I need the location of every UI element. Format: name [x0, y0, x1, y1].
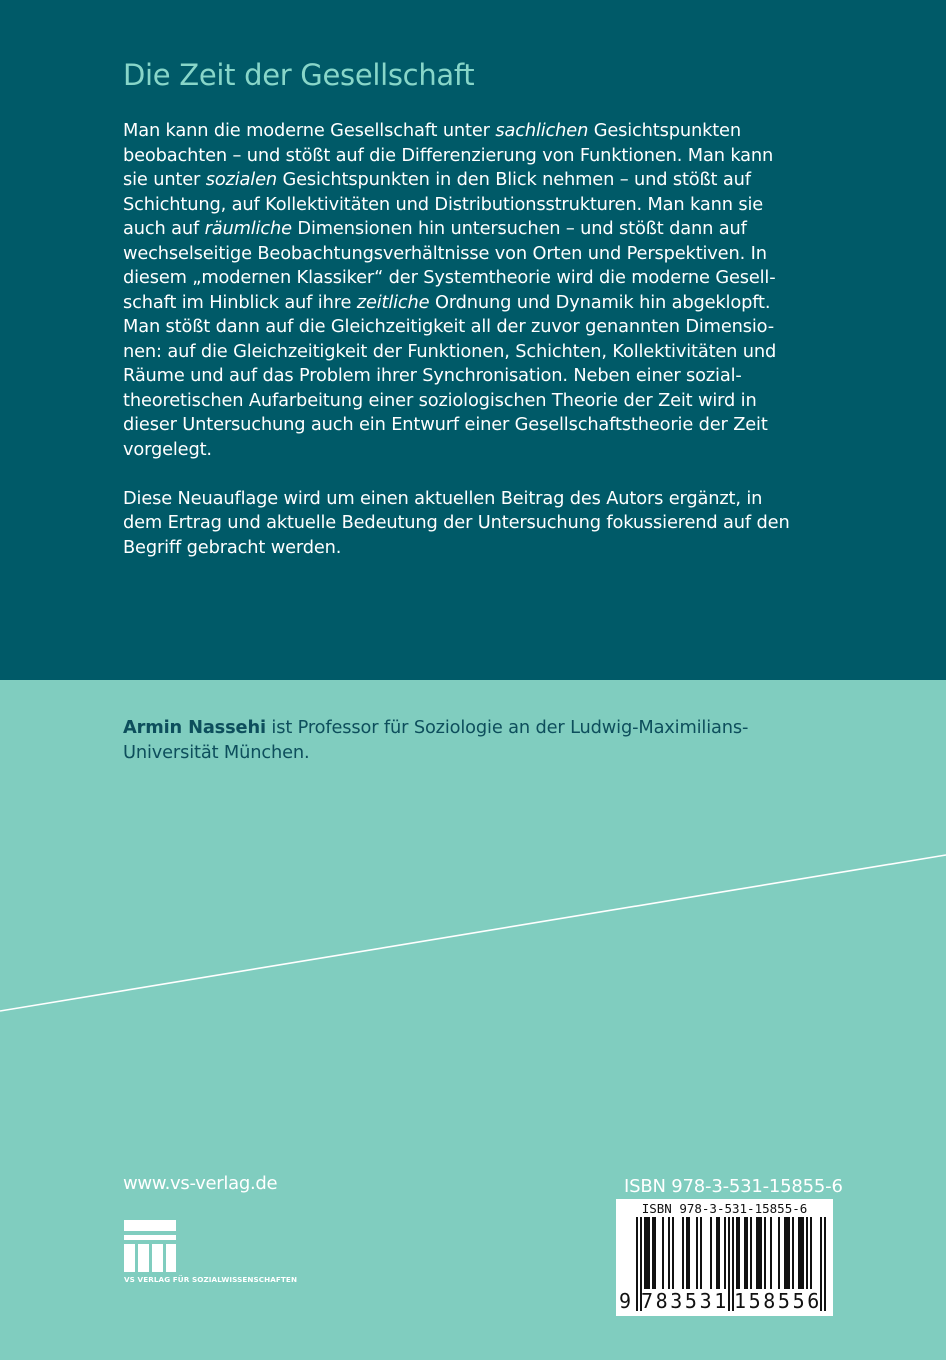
barcode-right-group: 158556 [734, 1289, 822, 1313]
barcode-bar [792, 1217, 794, 1289]
blurb-line: nen: auf die Gleichzeitigkeit der Funktionen, Schichten, Kollektivitäten und [123, 340, 777, 362]
barcode-bar [700, 1217, 702, 1289]
barcode-bar [806, 1217, 808, 1289]
isbn-barcode [616, 1199, 833, 1316]
barcode-bar [744, 1217, 746, 1289]
blurb-line: beobachten – und stößt auf die Differenzierung von Funktionen. Man kann [123, 144, 774, 166]
blurb-line: Begriff gebracht werden. [123, 536, 342, 558]
barcode-bar [784, 1217, 786, 1289]
barcode-bar [654, 1217, 656, 1289]
publisher-url[interactable]: www.vs-verlag.de [123, 1173, 278, 1194]
barcode-bar [824, 1217, 826, 1311]
barcode-bar [652, 1217, 654, 1289]
barcode-bar [788, 1217, 790, 1289]
barcode-bar [646, 1217, 648, 1289]
barcode-bar [800, 1217, 802, 1289]
blurb-line: sie unter sozialen Gesichtspunkten in den Blick nehmen – und stößt auf [123, 169, 751, 190]
publisher-logo-text: VS VERLAG FÜR SOZIALWISSENSCHAFTEN [124, 1275, 298, 1284]
blurb-line: auch auf räumliche Dimensionen hin untersuchen – und stößt dann auf [123, 218, 747, 239]
blurb-line: dem Ertrag und aktuelle Bedeutung der Untersuchung fokussierend auf den [123, 512, 790, 533]
vs-verlag-logo-icon [124, 1220, 176, 1272]
blurb-line: Man stößt dann auf die Gleichzeitigkeit all der zuvor genannten Dimensio- [123, 316, 774, 337]
blurb-line: Man kann die moderne Gesellschaft unter sachlichen Gesichtspunkten [123, 120, 741, 141]
barcode-bar [636, 1217, 638, 1311]
barcode-bar [778, 1217, 780, 1289]
barcode-bar [682, 1217, 684, 1289]
barcode-bar [746, 1217, 748, 1289]
blurb-line: Schichtung, auf Kollektivitäten und Distributionsstrukturen. Man kann sie [123, 193, 764, 215]
barcode-bar [798, 1217, 800, 1289]
barcode-bar [724, 1217, 726, 1289]
author-line: Armin Nassehi ist Professor für Soziologie an der Ludwig-Maximilians- [123, 717, 749, 738]
author-line: Universität München. [123, 741, 310, 763]
isbn-label: ISBN 978-3-531-15855-6 [624, 1176, 843, 1197]
barcode-bar [750, 1217, 752, 1289]
barcode-bar [758, 1217, 760, 1289]
author-name: Armin Nassehi [123, 717, 266, 738]
blurb-line: vorgelegt. [123, 438, 212, 460]
blurb-line: dieser Untersuchung auch ein Entwurf einer Gesellschaftstheorie der Zeit [123, 414, 768, 435]
barcode-bar [718, 1217, 720, 1289]
barcode-bar [770, 1217, 772, 1289]
barcode-bar [710, 1217, 712, 1289]
blurb-line: diesem „modernen Klassiker“ der Systemtheorie wird die moderne Gesell- [123, 267, 776, 288]
barcode-bar [688, 1217, 690, 1289]
barcode-bar [802, 1217, 804, 1289]
barcode-bar [760, 1217, 762, 1289]
barcode-bar [786, 1217, 788, 1289]
barcode-bar [644, 1217, 646, 1289]
blurb-line: Diese Neuauflage wird um einen aktuellen Beitrag des Autors ergänzt, in [123, 487, 763, 509]
barcode-bar [810, 1217, 812, 1289]
barcode-bar [738, 1217, 740, 1289]
barcode-left-group: 783531 [641, 1289, 729, 1313]
barcode-bar [736, 1217, 738, 1289]
barcode-first-digit: 9 [619, 1289, 632, 1313]
barcode-bar [686, 1217, 688, 1289]
blurb-line: theoretischen Aufarbeitung einer soziologischen Theorie der Zeit wird in [123, 389, 757, 411]
barcode-bar [756, 1217, 758, 1289]
barcode-bar [648, 1217, 650, 1289]
blurb-line: Räume und auf das Problem ihrer Synchronisation. Neben einer sozial- [123, 365, 742, 386]
barcode-bar [716, 1217, 718, 1289]
barcode-bar [672, 1217, 674, 1289]
blurb-line: schaft im Hinblick auf ihre zeitliche Ordnung und Dynamik hin abgeklopft. [123, 291, 771, 313]
barcode-bar [764, 1217, 766, 1289]
barcode-bar [668, 1217, 670, 1289]
blurb-line: wechselseitige Beobachtungsverhältnisse von Orten und Perspektiven. In [123, 242, 767, 264]
barcode-bar [662, 1217, 664, 1289]
barcode-bar [696, 1217, 698, 1289]
book-title: Die Zeit der Gesellschaft [123, 58, 475, 92]
barcode-isbn-text: ISBN 978-3-531-15855-6 [641, 1201, 808, 1216]
